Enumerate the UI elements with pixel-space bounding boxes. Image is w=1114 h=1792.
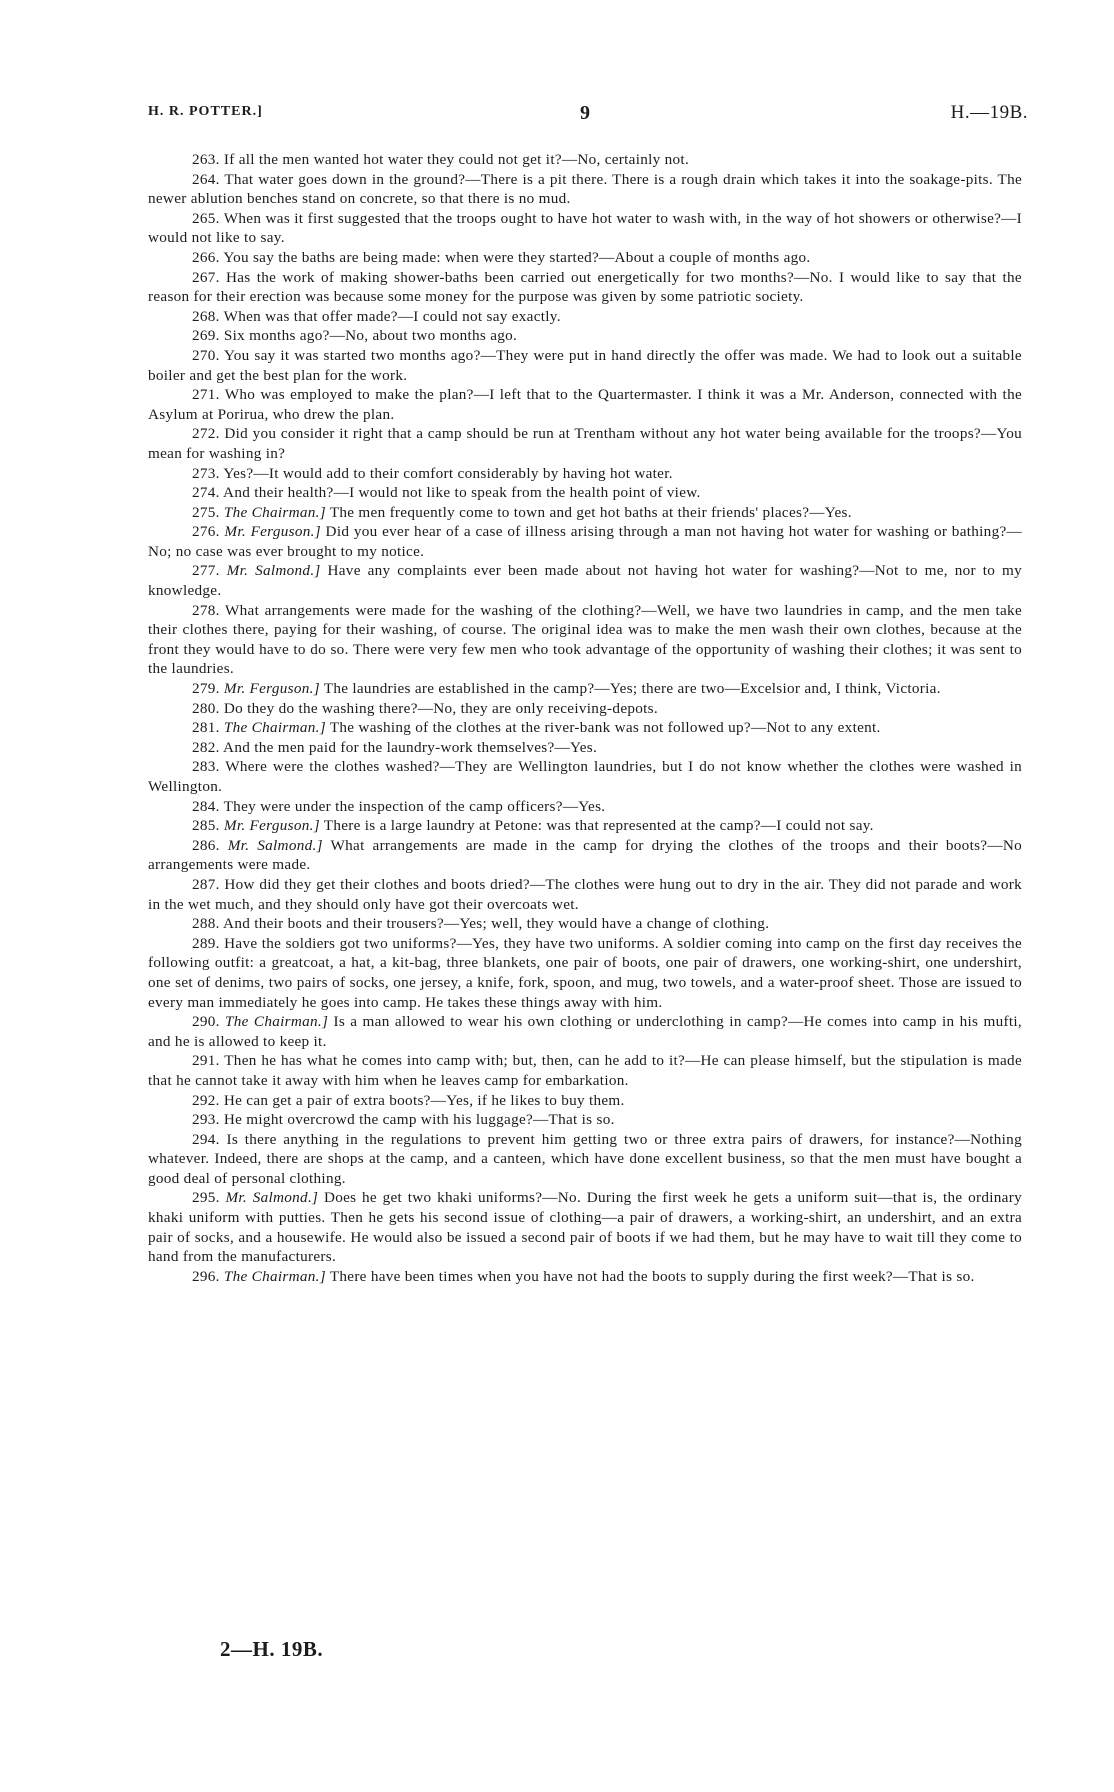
- witness-name: H. R. POTTER.]: [148, 104, 263, 119]
- question-answer-text: When was it first suggested that the troops ought to have hot water to wash with, in the way of hot showers or otherwise?—I would not like to say.: [148, 209, 1022, 247]
- question-number: 290.: [192, 1013, 220, 1031]
- question-answer-text: You say the baths are being made: when were they started?—About a couple of months ago.: [223, 248, 811, 266]
- question-number: 264.: [192, 170, 220, 188]
- question-number: 282.: [192, 738, 220, 756]
- question-number: 283.: [192, 758, 220, 776]
- question-number: 280.: [192, 699, 220, 717]
- testimony-paragraph: [148, 757, 1022, 796]
- testimony-paragraph: [148, 346, 1022, 385]
- speaker-label: The Chairman.]: [223, 503, 326, 521]
- speaker-label: The Chairman.]: [223, 719, 326, 737]
- speaker-label: Mr. Salmond.]: [226, 562, 321, 580]
- testimony-paragraph: [148, 1051, 1022, 1090]
- question-number: 279.: [192, 680, 220, 698]
- question-answer-text: If all the men wanted hot water they could not get it?—No, certainly not.: [223, 151, 690, 168]
- testimony-paragraph: [148, 483, 1022, 503]
- question-answer-text: How did they get their clothes and boots dried?—The clothes were hung out to dry in the air. They did not parade and work in the wet much, and they should only have got their overcoats wet.: [148, 875, 1022, 913]
- question-answer-text: And the men paid for the laundry-work themselves?—Yes.: [223, 738, 598, 756]
- signature-mark: 2—H. 19B.: [220, 1637, 324, 1661]
- question-answer-text: Who was employed to make the plan?—I left that to the Quartermaster. I think it was a Mr. Anderson, connected with the Asylum at Porirua, who drew the plan.: [148, 386, 1022, 423]
- testimony-paragraph: [148, 464, 1022, 484]
- speaker-label: Mr. Ferguson.]: [223, 680, 320, 698]
- testimony-paragraph: [148, 424, 1022, 463]
- question-answer-text: Is a man allowed to wear his own clothing or underclothing in camp?—He comes into camp in his mufti, and he is allowed to keep it.: [148, 1013, 1022, 1050]
- testimony-paragraph: [148, 1267, 1022, 1287]
- page-header: [148, 102, 1028, 126]
- question-number: 291.: [192, 1052, 220, 1070]
- question-answer-text: That water goes down in the ground?—There is a pit there. There is a rough drain which takes it into the soakage-pits. The newer ablution benches stand on concrete, so that there is no mud.: [148, 170, 1023, 208]
- question-number: 276.: [192, 523, 220, 541]
- testimony-paragraph: [148, 150, 1022, 170]
- question-answer-text: Did you consider it right that a camp should be run at Trentham without any hot water being available for the troops?—You mean for washing in?: [148, 425, 1022, 462]
- speaker-label: The Chairman.]: [223, 1267, 326, 1285]
- question-answer-text: Does he get two khaki uniforms?—No. During the first week he gets a uniform suit—that is, the ordinary khaki uniform with putties. Then he gets his second issue of clothing—a pair of drawers, a working-shirt, an undershirt, and an extra pair of socks, and a housewife. He would also be issued a second pair of boots if we had them, but he may have to wait till they come to hand from the manufacturers.: [148, 1189, 1022, 1266]
- question-number: 263.: [192, 151, 220, 168]
- testimony-paragraph: [148, 522, 1022, 561]
- testimony-paragraph: [148, 875, 1022, 914]
- question-answer-text: When was that offer made?—I could not say exactly.: [223, 307, 561, 325]
- testimony-paragraph: [148, 1130, 1022, 1189]
- testimony-paragraph: [148, 816, 1022, 836]
- question-answer-text: Six months ago?—No, about two months ago.: [223, 327, 518, 345]
- question-answer-text: Have any complaints ever been made about not having hot water for washing?—Not to me, nor to my knowledge.: [148, 562, 1022, 600]
- question-answer-text: He can get a pair of extra boots?—Yes, if he likes to buy them.: [223, 1091, 625, 1109]
- question-answer-text: The washing of the clothes at the river-bank was not followed up?—Not to any extent.: [329, 719, 881, 737]
- question-number: 271.: [192, 386, 220, 404]
- question-number: 289.: [192, 934, 220, 952]
- question-number: 272.: [192, 425, 220, 443]
- testimony-paragraph: [148, 1091, 1022, 1111]
- testimony-paragraph: [148, 699, 1022, 719]
- question-answer-text: There is a large laundry at Petone: was that represented at the camp?—I could not say.: [323, 817, 874, 835]
- speaker-label: Mr. Ferguson.]: [224, 523, 321, 541]
- testimony-paragraph: [148, 385, 1022, 424]
- question-answer-text: And their boots and their trousers?—Yes; well, they would have a change of clothing.: [223, 915, 770, 933]
- question-answer-text: What arrangements are made in the camp for drying the clothes of the troops and their boots?—No arrangements were made.: [148, 836, 1022, 874]
- testimony-paragraph: [148, 836, 1022, 875]
- speaker-label: The Chairman.]: [225, 1013, 329, 1031]
- question-number: 273.: [192, 464, 220, 482]
- question-number: 296.: [192, 1267, 220, 1285]
- question-answer-text: Where were the clothes washed?—They are Wellington laundries, but I do not know whether the clothes were washed in Wellington.: [148, 758, 1022, 795]
- question-answer-text: Do they do the washing there?—No, they are only receiving-depots.: [223, 699, 658, 717]
- question-answer-text: Did you ever hear of a case of illness arising through a man not having hot water for washing or bathing?—No; no case was ever brought to my notice.: [148, 523, 1022, 560]
- question-number: 278.: [192, 601, 220, 619]
- question-number: 274.: [192, 484, 220, 502]
- question-number: 277.: [192, 562, 220, 580]
- testimony-paragraph: [148, 561, 1022, 600]
- testimony-paragraph: [148, 307, 1022, 327]
- question-answer-text: The men frequently come to town and get hot baths at their friends' places?—Yes.: [329, 503, 852, 521]
- testimony-paragraph: [148, 718, 1022, 738]
- question-answer-text: Then he has what he comes into camp with; but, then, can he add to it?—He can please himself, but the stipulation is made that he cannot take it away with him when he leaves camp for embarkation.: [148, 1052, 1022, 1089]
- question-number: 288.: [192, 915, 220, 933]
- question-answer-text: Has the work of making shower-baths been carried out energetically for two months?—No. I would like to say that the reason for their erection was because some money for the purpose was given by some patriotic society.: [148, 268, 1022, 306]
- question-answer-text: What arrangements were made for the washing of the clothing?—Well, we have two laundries in camp, and the men take their clothes there, paying for their washing, of course. The original idea was to make the men wash their own clothes, because at the front they would have to do so. There were very few men who took advantage of the opportunity of washing their clothes; it was sent to the laundries.: [148, 601, 1022, 678]
- testimony-paragraph: [148, 1188, 1022, 1266]
- question-number: 281.: [192, 719, 220, 737]
- speaker-label: Mr. Salmond.]: [225, 1189, 319, 1207]
- testimony-paragraph: [148, 503, 1022, 523]
- question-number: 269.: [192, 327, 220, 345]
- question-answer-text: He might overcrowd the camp with his luggage?—That is so.: [223, 1111, 615, 1129]
- question-answer-text: You say it was started two months ago?—They were put in hand directly the offer was made. We had to look out a suitable boiler and get the best plan for the work.: [148, 346, 1022, 384]
- question-number: 268.: [192, 307, 220, 325]
- testimony-paragraph: [148, 679, 1022, 699]
- question-answer-text: And their health?—I would not like to speak from the health point of view.: [223, 484, 701, 502]
- speaker-label: Mr. Ferguson.]: [223, 817, 320, 835]
- testimony-body: [148, 150, 1022, 1286]
- question-number: 292.: [192, 1091, 220, 1109]
- testimony-paragraph: [148, 209, 1022, 248]
- question-number: 267.: [192, 268, 220, 286]
- question-number: 286.: [192, 836, 220, 854]
- speaker-label: Mr. Salmond.]: [227, 836, 323, 854]
- question-number: 270.: [192, 346, 220, 364]
- testimony-paragraph: [148, 170, 1022, 209]
- testimony-paragraph: [148, 934, 1022, 1012]
- testimony-paragraph: [148, 1110, 1022, 1130]
- page-number: 9: [580, 102, 590, 124]
- question-answer-text: Have the soldiers got two uniforms?—Yes, they have two uniforms. A soldier coming into camp on the first day receives the following outfit: a greatcoat, a hat, a kit-bag, three blankets, one pair of boots, one pair of drawers, one working-shirt, one undershirt, one set of denims, two pairs of socks, one jersey, a knife, fork, spoon, and mug, two towels, and a water-proof sheet. Those are issued to every man immediately he goes into camp. He takes these things away with him.: [148, 934, 1022, 1011]
- question-number: 293.: [192, 1111, 220, 1129]
- question-answer-text: The laundries are established in the camp?—Yes; there are two—Excelsior and, I think, Victoria.: [323, 680, 941, 698]
- question-number: 266.: [192, 248, 220, 266]
- question-number: 275.: [192, 503, 220, 521]
- testimony-paragraph: [148, 914, 1022, 934]
- question-answer-text: There have been times when you have not had the boots to supply during the first week?—That is so.: [329, 1267, 975, 1285]
- question-number: 294.: [192, 1130, 220, 1148]
- question-number: 287.: [192, 875, 220, 893]
- testimony-paragraph: [148, 268, 1022, 307]
- question-number: 285.: [192, 817, 220, 835]
- question-answer-text: Is there anything in the regulations to prevent him getting two or three extra pairs of drawers, for instance?—Nothing whatever. Indeed, there are shops at the camp, and a canteen, which have done excellent business, so that the men must have bought a good deal of personal clothing.: [148, 1130, 1022, 1187]
- question-answer-text: Yes?—It would add to their comfort considerably by having hot water.: [223, 464, 673, 482]
- testimony-paragraph: [148, 248, 1022, 268]
- testimony-paragraph: [148, 326, 1022, 346]
- question-number: 265.: [192, 209, 220, 227]
- testimony-paragraph: [148, 1012, 1022, 1051]
- question-number: 295.: [192, 1189, 220, 1207]
- question-answer-text: They were under the inspection of the camp officers?—Yes.: [223, 797, 606, 815]
- testimony-paragraph: [148, 738, 1022, 758]
- testimony-paragraph: [148, 601, 1022, 679]
- document-reference: H.—19B.: [950, 102, 1028, 123]
- testimony-paragraph: [148, 797, 1022, 817]
- question-number: 284.: [192, 797, 220, 815]
